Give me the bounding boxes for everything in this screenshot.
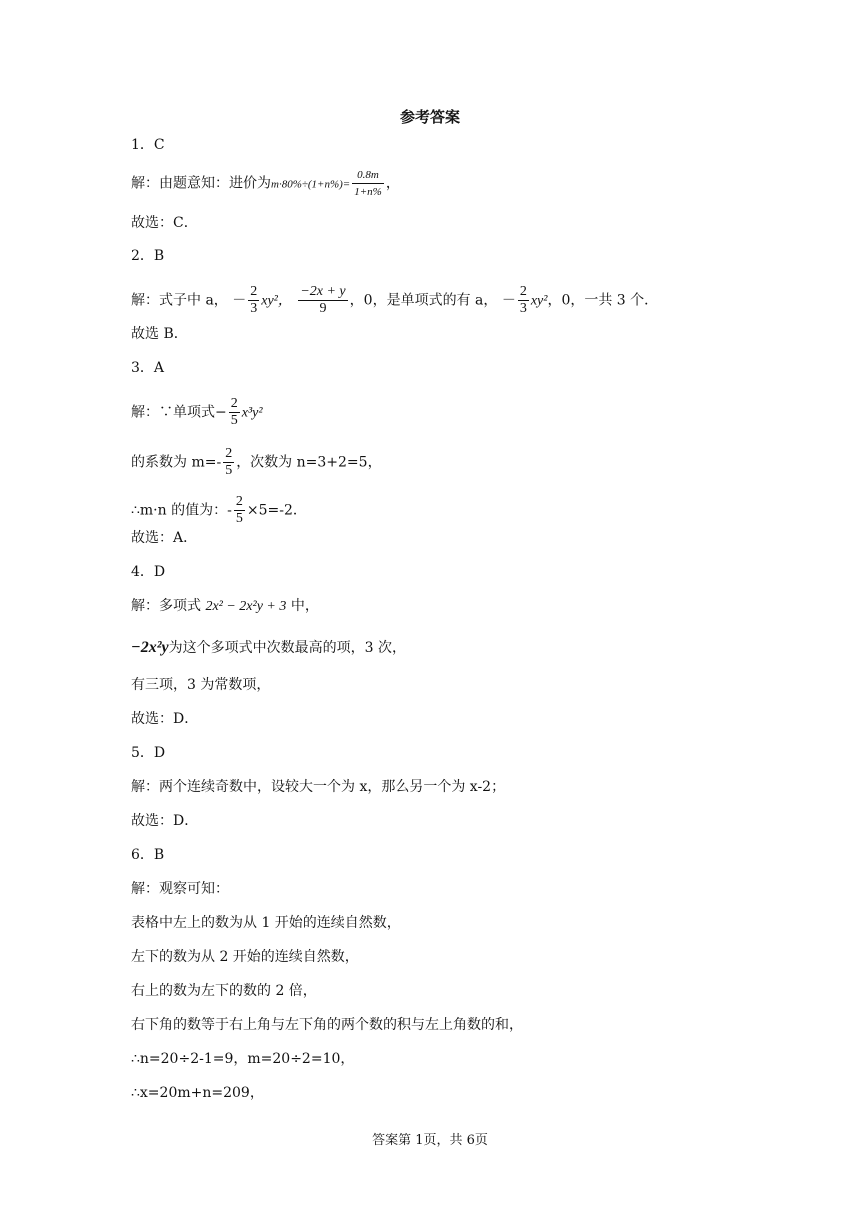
q3-line-2-suffix: ，次数为 n=3+2=5， bbox=[236, 454, 382, 471]
q2-fraction-2-numerator: −2x + y bbox=[300, 284, 346, 299]
q5-answer: 5．D bbox=[131, 745, 166, 761]
q2-fraction-3-numerator: 2 bbox=[519, 284, 527, 299]
q2-answer: 2．B bbox=[131, 248, 165, 264]
q3-line-1-fraction bbox=[229, 396, 240, 429]
q3-conclusion: 故选：A． bbox=[131, 530, 198, 546]
q4-conclusion: 故选：D． bbox=[131, 711, 199, 727]
q2-solution bbox=[131, 284, 658, 317]
q4-polynomial: 2x² − 2x²y + 3 bbox=[205, 599, 287, 614]
q4-line-1 bbox=[131, 596, 319, 617]
q3-line-2-fraction bbox=[223, 446, 234, 479]
q2-fraction-1 bbox=[248, 284, 259, 317]
q6-answer: 6．B bbox=[131, 847, 165, 863]
q2-solution-end: ，0，一共 3 个． bbox=[547, 292, 659, 309]
q3-line-3 bbox=[131, 494, 307, 527]
q2-fraction-1-numerator: 2 bbox=[250, 284, 258, 299]
q5-line-1: 解：两个连续奇数中，设较大一个为 x，那么另一个为 x-2； bbox=[131, 779, 506, 795]
q4-line-2 bbox=[131, 638, 406, 658]
q1-fraction bbox=[352, 167, 384, 200]
q6-line-5: 右下角的数等于右上角与左下角的两个数的积与左上角数的和， bbox=[131, 1017, 523, 1033]
q6-line-3: 左下的数为从 2 开始的连续自然数， bbox=[131, 949, 359, 965]
q6-line-7: ∴x=20m+n=209， bbox=[131, 1085, 264, 1101]
q4-line-1-prefix: 解：多项式 bbox=[131, 598, 201, 614]
q3-line-1-denominator: 5 bbox=[230, 413, 238, 428]
q4-line-2-suffix: 为这个多项式中次数最高的项，3 次， bbox=[168, 640, 406, 656]
q6-line-4: 右上的数为左下的数的 2 倍， bbox=[131, 983, 317, 999]
q1-fraction-denominator: 1+n% bbox=[354, 186, 382, 198]
q3-line-3-fraction bbox=[234, 494, 245, 527]
q6-line-6: ∴n=20÷2-1=9，m=20÷2=10， bbox=[131, 1051, 355, 1067]
q6-line-1: 解：观察可知： bbox=[131, 881, 229, 897]
q1-solution bbox=[131, 167, 400, 200]
q1-solution-suffix: ， bbox=[385, 175, 400, 192]
q2-fraction-1-denominator: 3 bbox=[250, 301, 258, 316]
q4-line-3: 有三项，3 为常数项， bbox=[131, 677, 271, 693]
q3-line-3-denominator: 5 bbox=[235, 511, 243, 526]
q3-line-1 bbox=[131, 396, 263, 429]
q2-conclusion: 故选 B． bbox=[131, 326, 188, 342]
q3-answer: 3．A bbox=[131, 360, 165, 376]
q4-answer: 4．D bbox=[131, 564, 166, 580]
q3-line-2-prefix: 的系数为 m=- bbox=[131, 454, 222, 471]
q2-minus-2: － bbox=[501, 292, 516, 309]
q5-conclusion: 故选：D． bbox=[131, 813, 199, 829]
q2-minus-1: － bbox=[232, 292, 247, 309]
page-footer: 答案第 1页，共 6页 bbox=[372, 1133, 488, 1148]
page-title: 参考答案 bbox=[399, 108, 460, 126]
q2-fraction-2-denominator: 9 bbox=[319, 301, 327, 316]
q2-fraction-2 bbox=[298, 284, 347, 317]
q1-fraction-numerator: 0.8m bbox=[352, 167, 384, 184]
q3-line-2-denominator: 5 bbox=[225, 463, 233, 478]
q2-fraction-3 bbox=[518, 284, 529, 317]
q3-line-1-prefix: 解：∵单项式− bbox=[131, 404, 227, 421]
q3-line-3-prefix: ∴m·n 的值为：- bbox=[131, 502, 232, 519]
q2-term-1: xy²， bbox=[261, 293, 292, 309]
q2-fraction-3-denominator: 3 bbox=[519, 301, 527, 316]
q3-line-2 bbox=[131, 446, 382, 479]
q2-solution-middle: ，0，是单项式的有 a， bbox=[349, 292, 498, 309]
q1-answer: 1．C bbox=[131, 137, 165, 153]
q3-line-1-numerator: 2 bbox=[230, 396, 238, 411]
q2-term-2: xy² bbox=[530, 293, 548, 309]
q3-line-3-numerator: 2 bbox=[235, 494, 243, 509]
q4-highest-term: −2x²y bbox=[131, 639, 169, 656]
q3-line-1-suffix: x³y² bbox=[241, 405, 263, 421]
q4-line-1-suffix: 中， bbox=[290, 598, 319, 614]
q2-solution-start: 解：式子中 a， bbox=[131, 292, 228, 309]
q3-line-3-suffix: ×5=-2． bbox=[246, 502, 307, 519]
q1-solution-prefix: 解：由题意知：进价为 bbox=[131, 175, 271, 192]
q6-line-2: 表格中左上的数为从 1 开始的连续自然数， bbox=[131, 915, 401, 931]
q3-line-2-numerator: 2 bbox=[225, 446, 233, 461]
q1-expression: m·80%÷(1+n%)= bbox=[271, 178, 351, 191]
q1-conclusion: 故选：C． bbox=[131, 215, 198, 231]
